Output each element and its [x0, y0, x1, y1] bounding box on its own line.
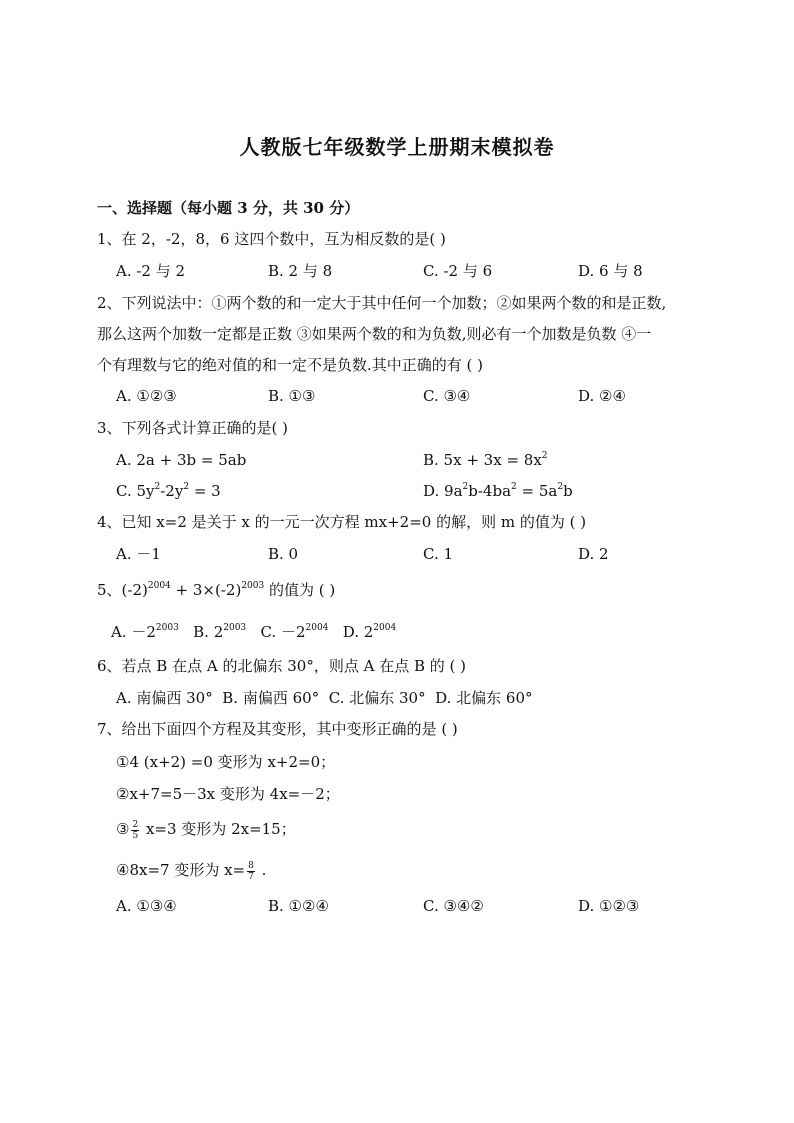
page-title: 人教版七年级数学上册期末模拟卷 [239, 135, 555, 159]
q6-option-c: C. 北偏东 30° [328, 689, 426, 707]
q5-stem: 5、$(-2)^{2004} + 3\times(-2)^{2003}$ 的值为 ( ) [97, 581, 336, 599]
q7-option-c: C. ③④② [423, 897, 484, 915]
fraction: $\frac{8}{7}$ [248, 860, 254, 882]
q4-option-d: D. 2 [578, 545, 609, 563]
q4-option-b: B. 0 [268, 545, 299, 563]
q5-option-a: A. $-2^{2003}$ [111, 623, 179, 641]
q7-item-2: ②x+7=5－3x 变形为 4x=－2； [116, 785, 340, 803]
q5-options [111, 622, 396, 642]
q7-item-1: ①4 (x+2) =0 变形为 x+2=0； [116, 753, 336, 771]
q2-stem-line1: 2、下列说法中：①两个数的和一定大于其中任何一个加数；②如果两个数的和是正数, [97, 294, 667, 312]
q3-option-d: D. $9a^2b-4ba^2 = 5a^2b$ [423, 482, 573, 500]
q7-option-b: B. ①②④ [268, 897, 329, 915]
q2-option-d: D. ②④ [578, 387, 626, 405]
q3-option-a: A. 2a + 3b = 5ab [116, 451, 247, 469]
section-heading-choice: 一、选择题（每小题 3 分，共 30 分） [97, 199, 360, 217]
q2-option-a: A. ①②③ [116, 387, 177, 405]
q5-option-b: B. $2^{2003}$ [193, 623, 247, 641]
q5-option-c: C. $-2^{2004}$ [260, 623, 329, 641]
q7-option-d: D. ①②③ [578, 897, 640, 915]
q6-stem: 6、若点 B 在点 A 的北偏东 30°，则点 A 在点 B 的 ( ) [97, 657, 466, 675]
q3-option-c: C. $5y^2-2y^2 = 3$ [116, 482, 221, 500]
q7-item-3: ③ $\frac{2}{5}$ x=3 变形为 2x=15； [116, 819, 296, 841]
q2-stem-line3: 个有理数与它的绝对值的和一定不是负数.其中正确的有 ( ) [97, 356, 484, 374]
q1-option-b: B. 2 与 8 [268, 262, 333, 280]
q1-option-d: D. 6 与 8 [578, 262, 643, 280]
q6-options [116, 688, 533, 708]
q1-option-a: A. -2 与 2 [116, 262, 186, 280]
q4-option-c: C. 1 [423, 545, 454, 563]
q6-option-b: B. 南偏西 60° [222, 689, 320, 707]
q1-stem: 1、在 2，-2，8，6 这四个数中，互为相反数的是( ) [97, 230, 446, 248]
q6-option-a: A. 南偏西 30° [116, 689, 213, 707]
q5-option-d: D. $2^{2004}$ [342, 623, 397, 641]
q6-option-d: D. 北偏东 60° [435, 689, 533, 707]
q4-stem: 4、已知 x=2 是关于 x 的一元一次方程 mx+2=0 的解，则 m 的值为 ( ) [97, 513, 587, 531]
q7-item-4: ④8x=7 变形为 x= $\frac{8}{7}$ . [116, 860, 267, 882]
q2-stem-line2: 那么这两个加数一定都是正数 ③如果两个数的和为负数,则必有一个加数是负数 ④一 [97, 325, 652, 343]
q2-option-c: C. ③④ [423, 387, 471, 405]
q4-option-a: A. －1 [116, 545, 161, 563]
q3-stem: 3、下列各式计算正确的是( ) [97, 419, 289, 437]
q7-stem: 7、给出下面四个方程及其变形，其中变形正确的是 ( ) [97, 720, 458, 738]
q3-option-b: B. $5x + 3x = 8x^2$ [423, 451, 548, 469]
q1-option-c: C. -2 与 6 [423, 262, 493, 280]
q2-option-b: B. ①③ [268, 387, 316, 405]
q7-option-a: A. ①③④ [116, 897, 177, 915]
fraction: $\frac{2}{5}$ [132, 819, 139, 841]
